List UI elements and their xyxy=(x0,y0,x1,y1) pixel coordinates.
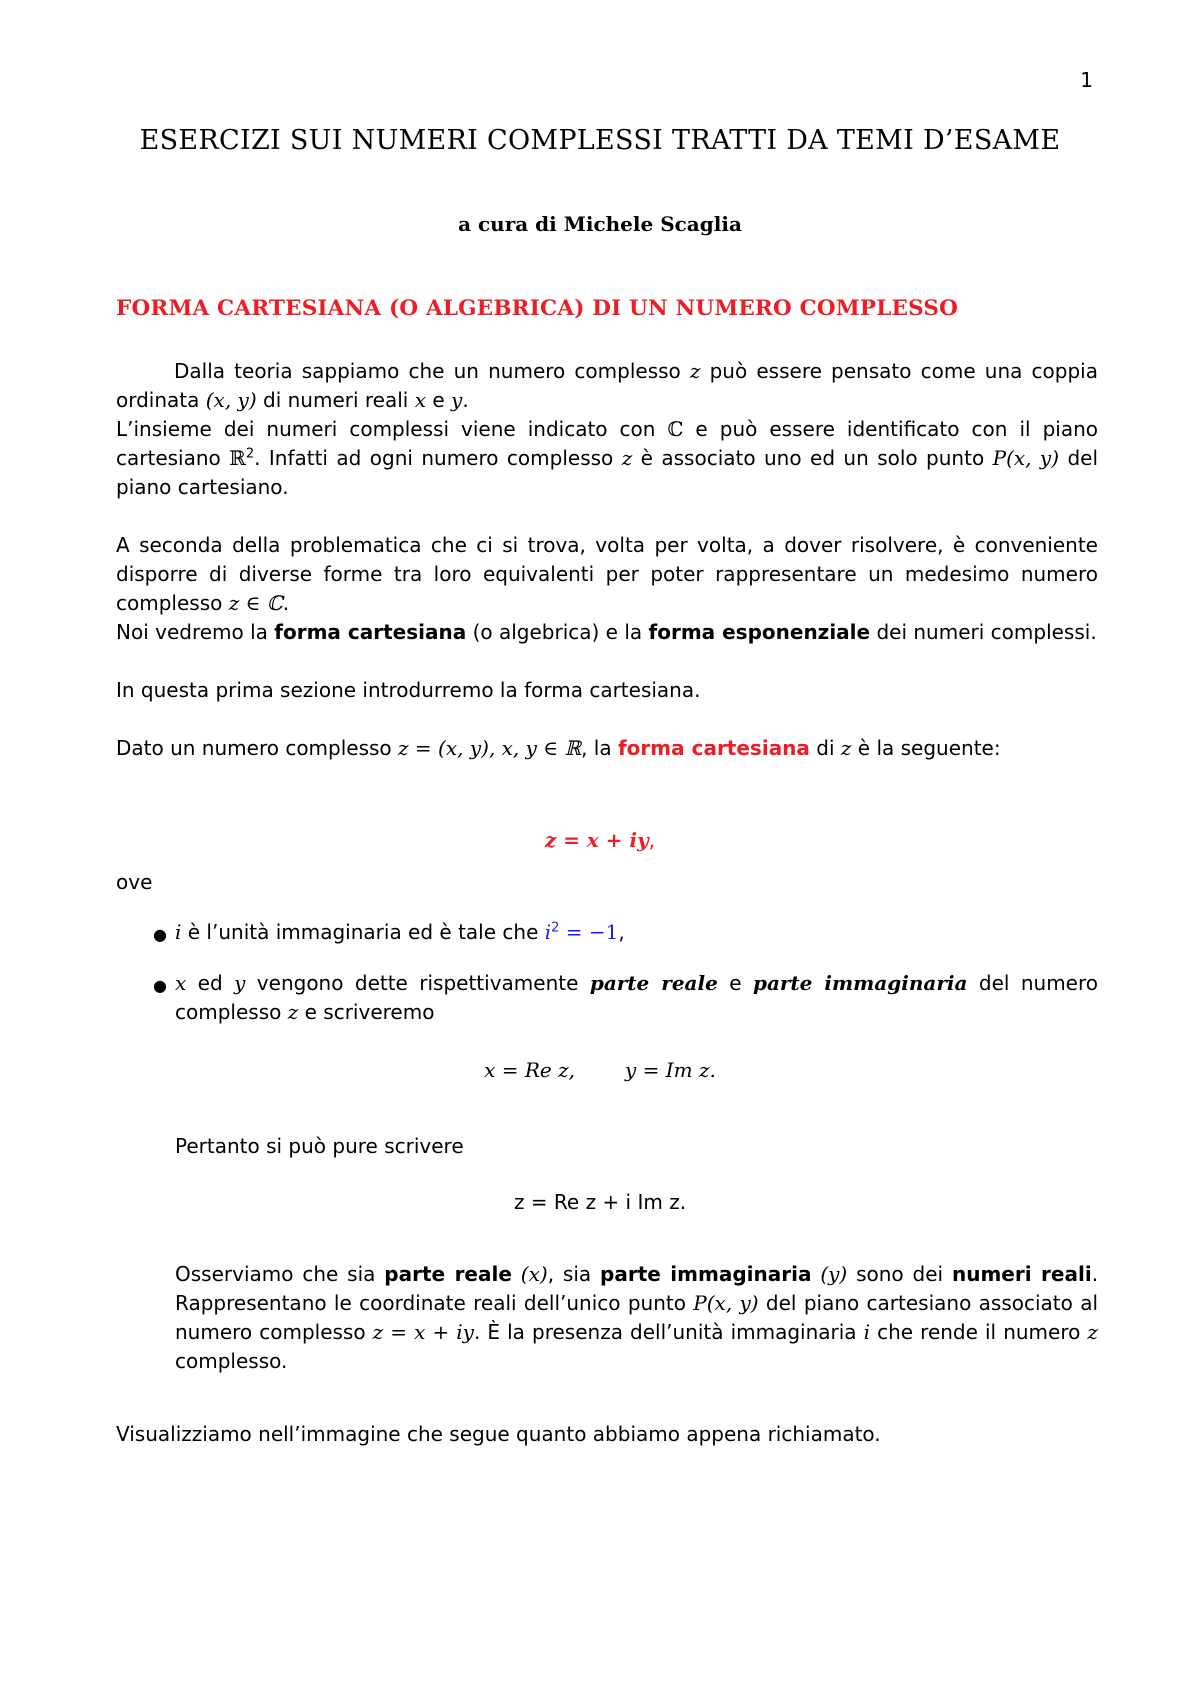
label-ove: ove xyxy=(116,870,153,894)
paragraph-observation: Osserviamo che sia parte reale (x), sia parte immaginaria (y) sono dei numeri reali. Rappresentano le coordinate reali dell’unico punto P(x, y) del piano cartesiano associato al numero complesso z = x + iy. È la presenza dell’unità immaginaria i che rende il numero z complesso. xyxy=(175,1262,1099,1373)
list-item-imaginary-unit: i è l’unità immaginaria ed è tale che $i^2 = -1$, xyxy=(175,920,625,944)
list-item-real-imag-parts: x ed y vengono dette rispettivamente parte reale e parte immaginaria del numero complesso z e scriveremo xyxy=(175,971,1098,1024)
equation-re-im: x = Re z, y = Im z. xyxy=(484,1058,716,1082)
paragraph-intro: Dalla teoria sappiamo che un numero complesso z può essere pensato come una coppia ordinata (x, y) di numeri reali x e y. xyxy=(116,359,1098,412)
section-title: FORMA CARTESIANA (O ALGEBRICA) DI UN NUMERO COMPLESSO xyxy=(116,296,959,321)
equation-full-form: z = Re z + i Im z. xyxy=(513,1190,687,1214)
equation-cartesian-form: z = x + iy, xyxy=(544,828,656,852)
document-author: a cura di Michele Scaglia xyxy=(458,212,742,236)
paragraph-visualization: Visualizziamo nell’immagine che segue quanto abbiamo appena richiamato. xyxy=(116,1422,881,1446)
document-title: ESERCIZI SUI NUMERI COMPLESSI TRATTI DA TEMI D’ESAME xyxy=(139,125,1061,156)
paragraph-pertanto: Pertanto si può pure scrivere xyxy=(175,1134,464,1158)
paragraph-complex-set: L’insieme dei numeri complessi viene indicato con ℂ e può essere identificato con il piano cartesiano ℝ$^2$. Infatti ad ogni numero complesso z è associato uno ed un solo punto P(x, y) del piano cartesiano. xyxy=(116,417,1099,499)
page-number: 1 xyxy=(1080,68,1093,92)
paragraph-definition: Dato un numero complesso z = (x, y), x, y ∈ ℝ, la forma cartesiana di z è la seguente: xyxy=(116,736,1001,760)
paragraph-section-intro: In questa prima sezione introdurremo la forma cartesiana. xyxy=(116,678,701,702)
paragraph-forms-list: Noi vedremo la forma cartesiana (o algebrica) e la forma esponenziale dei numeri complessi. xyxy=(116,620,1097,644)
bullet-icon: ● xyxy=(153,925,167,944)
bullet-icon: ● xyxy=(153,976,167,995)
paragraph-forms: A seconda della problematica che ci si trova, volta per volta, a dover risolvere, è conveniente disporre di diverse forme tra loro equivalenti per poter rappresentare un medesimo numero complesso z ∈ ℂ. xyxy=(116,533,1098,615)
